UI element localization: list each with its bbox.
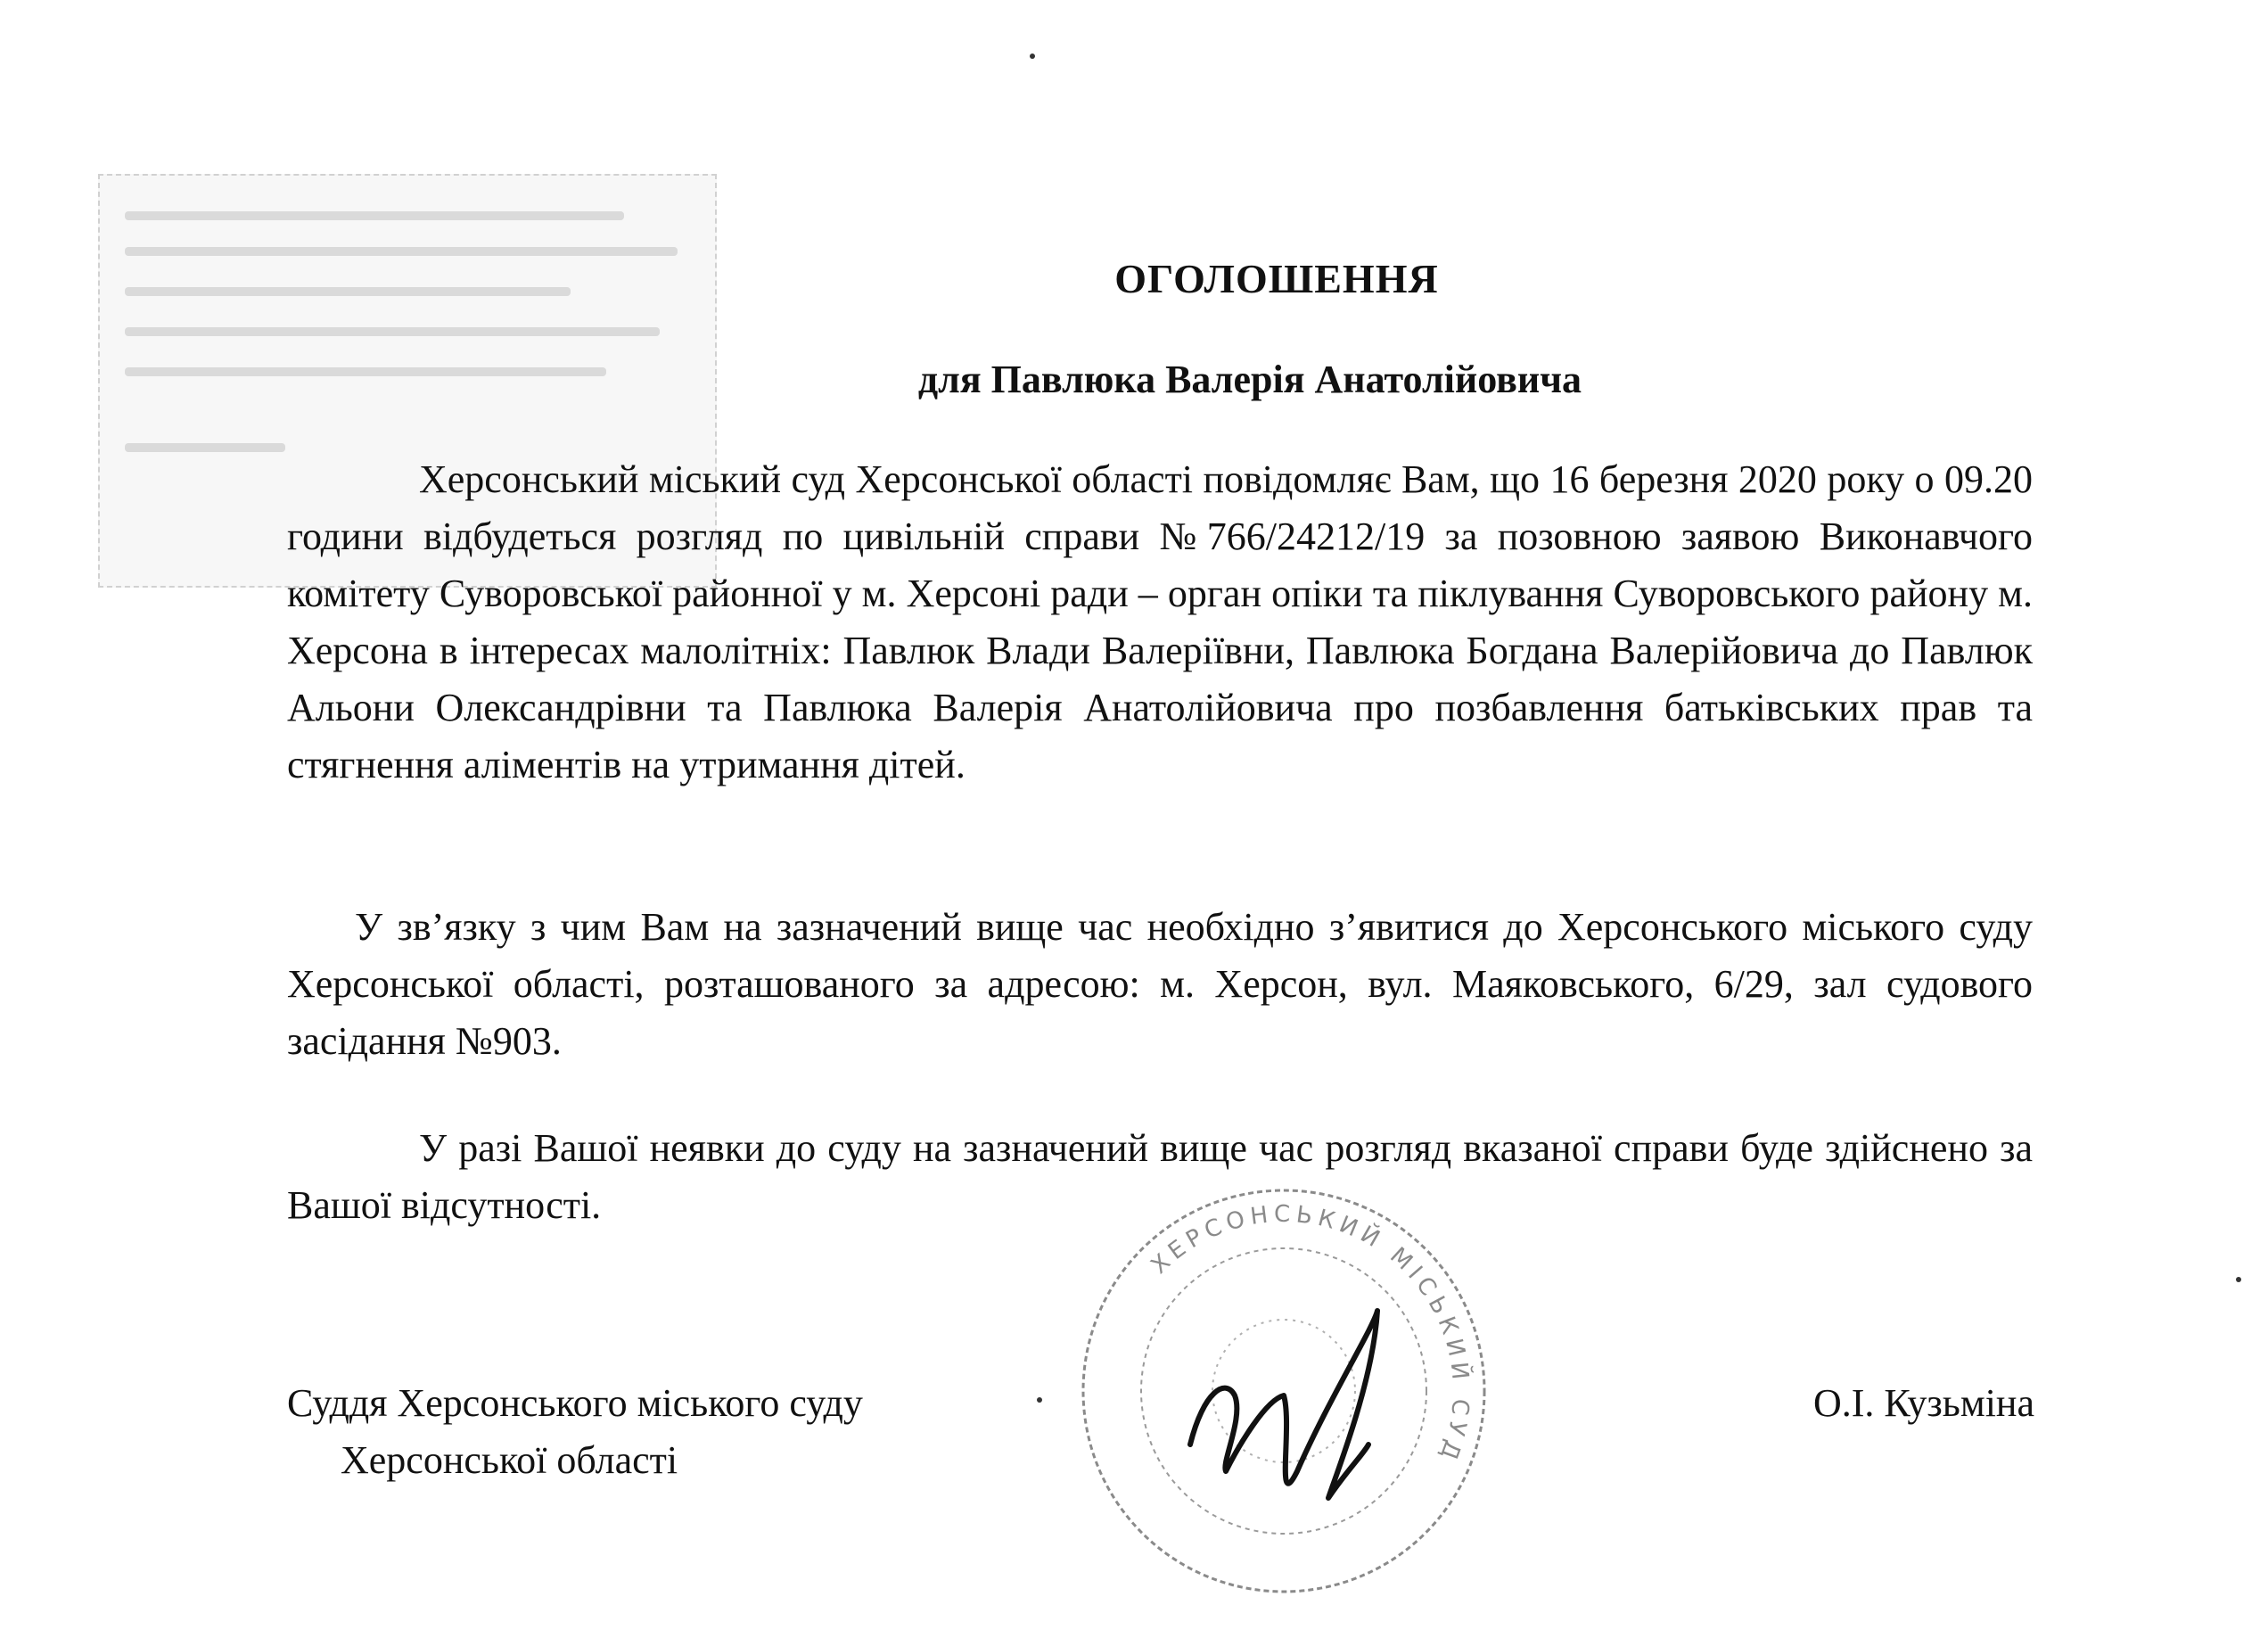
- notice-subtitle: для Павлюка Валерія Анатолійовича: [917, 358, 1582, 401]
- signature-icon: [1190, 1311, 1377, 1498]
- seal-text: ХЕРСОНСЬКИЙ МІСЬКИЙ СУД: [1146, 1200, 1475, 1469]
- notice-paragraph-appearance: У зв’язку з чим Вам на зазначений вище час необхідно з’явитися до Херсонського міського суду Херсонської області, розташованого за адресою: м. Херсон, вул. Маяковського, 6/29, зал судового засідання №903.: [287, 905, 2033, 1063]
- seal-inner-ring: [1141, 1248, 1426, 1534]
- notice-paragraph-absence: У разі Вашої неявки до суду на зазначений вище час розгляд вказаної справи буде здійснено за Вашої відсутності.: [287, 1126, 2033, 1227]
- court-seal: [1070, 1177, 1498, 1605]
- notice-title: ОГОЛОШЕННЯ: [1114, 256, 1439, 301]
- signatory-line-1: Суддя Херсонського міського суду: [287, 1381, 863, 1425]
- scan-speck: [2236, 1277, 2241, 1282]
- signatory-title: [287, 1375, 863, 1489]
- seal-outer-ring: [1083, 1190, 1484, 1592]
- signatory-line-2: Херсонської області: [341, 1438, 678, 1482]
- scan-speck: [1030, 54, 1035, 59]
- notice-paragraph-hearing: Херсонський міський суд Херсонської області повідомляє Вам, що 16 березня 2020 року о 09.20 години відбудеться розгляд по цивільній справи №766/24212/19 за позовною заявою Виконавчого комітету Суворовської районної у м. Херсоні ради – орган опіки та піклування Суворовського району м. Херсона в інтересах малолітніх: Павлюк Влади Валеріївни, Павлюка Богдана Валерійовича до Павлюк Альони Олександрівни та Павлюка Валерія Анатолійовича про позбавлення батьківських прав та стягнення аліментів на утримання дітей.: [287, 457, 2033, 786]
- signatory-name: О.І. Кузьміна: [1812, 1381, 2034, 1425]
- scan-speck: [1037, 1397, 1042, 1403]
